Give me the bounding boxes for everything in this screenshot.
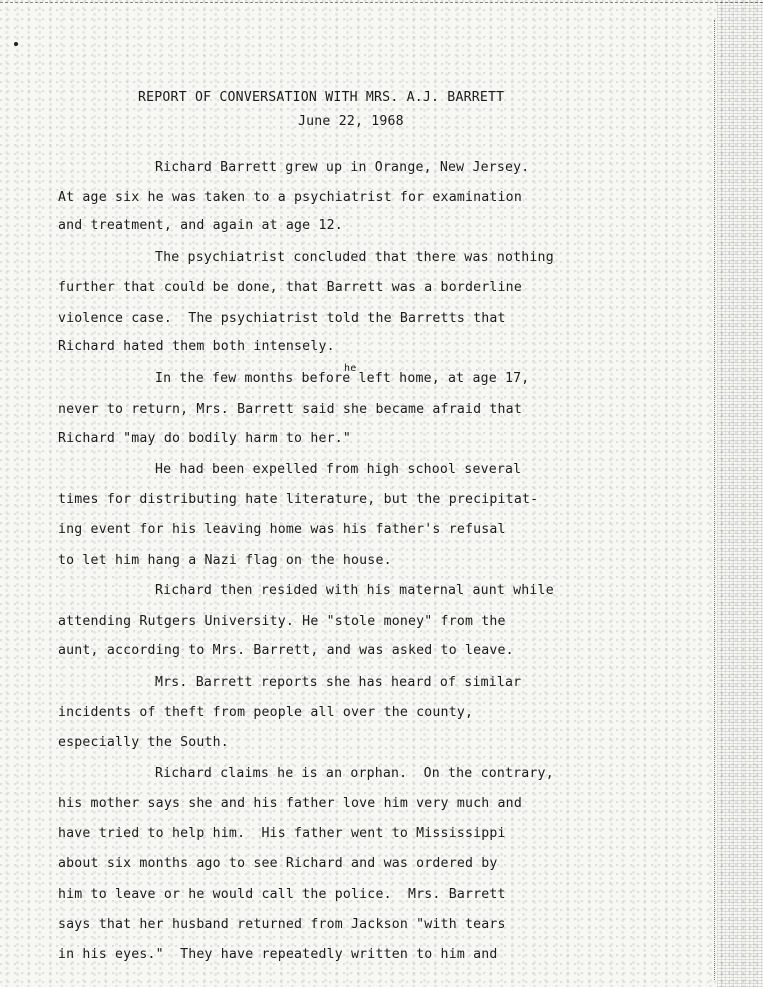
handwritten-insertion: he (344, 363, 357, 374)
text-line: have tried to help him. His father went to Mississippi (58, 826, 506, 841)
text-line: and treatment, and again at age 12. (58, 218, 343, 233)
text-line: in his eyes." They have repeatedly written to him and (58, 947, 498, 962)
text-line: especially the South. (58, 735, 229, 750)
text-line: further that could be done, that Barrett was a borderline (58, 280, 522, 295)
text-line: He had been expelled from high school several (155, 462, 522, 477)
text-line: his mother says she and his father love him very much and (58, 796, 522, 811)
text-line: At age six he was taken to a psychiatrist for examination (58, 190, 522, 205)
text-line: aunt, according to Mrs. Barrett, and was asked to leave. (58, 643, 514, 658)
document-date: June 22, 1968 (298, 114, 404, 129)
text-line: about six months ago to see Richard and was ordered by (58, 856, 498, 871)
text-line: Richard hated them both intensely. (58, 339, 335, 354)
text-line: ing event for his leaving home was his father's refusal (58, 522, 506, 537)
text-line: violence case. The psychiatrist told the Barretts that (58, 311, 506, 326)
text-line: Richard "may do bodily harm to her." (58, 431, 352, 446)
text-line: The psychiatrist concluded that there was nothing (155, 250, 554, 265)
text-line: to let him hang a Nazi flag on the house. (58, 553, 392, 568)
text-line: Richard then resided with his maternal aunt while (155, 583, 554, 598)
document-title: REPORT OF CONVERSATION WITH MRS. A.J. BARRETT (138, 90, 505, 105)
text-line: never to return, Mrs. Barrett said she became afraid that (58, 402, 522, 417)
text-line: him to leave or he would call the police. Mrs. Barrett (58, 887, 506, 902)
text-line: Richard claims he is an orphan. On the contrary, (155, 766, 554, 781)
text-line: Richard Barrett grew up in Orange, New Jersey. (155, 160, 530, 175)
text-line: In the few months before left home, at age 17, (155, 371, 530, 386)
text-line: says that her husband returned from Jackson "with tears (58, 917, 506, 932)
text-line: times for distributing hate literature, but the precipitat- (58, 492, 539, 507)
text-line: attending Rutgers University. He "stole money" from the (58, 614, 506, 629)
text-line: Mrs. Barrett reports she has heard of similar (155, 675, 522, 690)
text-line: incidents of theft from people all over the county, (58, 705, 474, 720)
